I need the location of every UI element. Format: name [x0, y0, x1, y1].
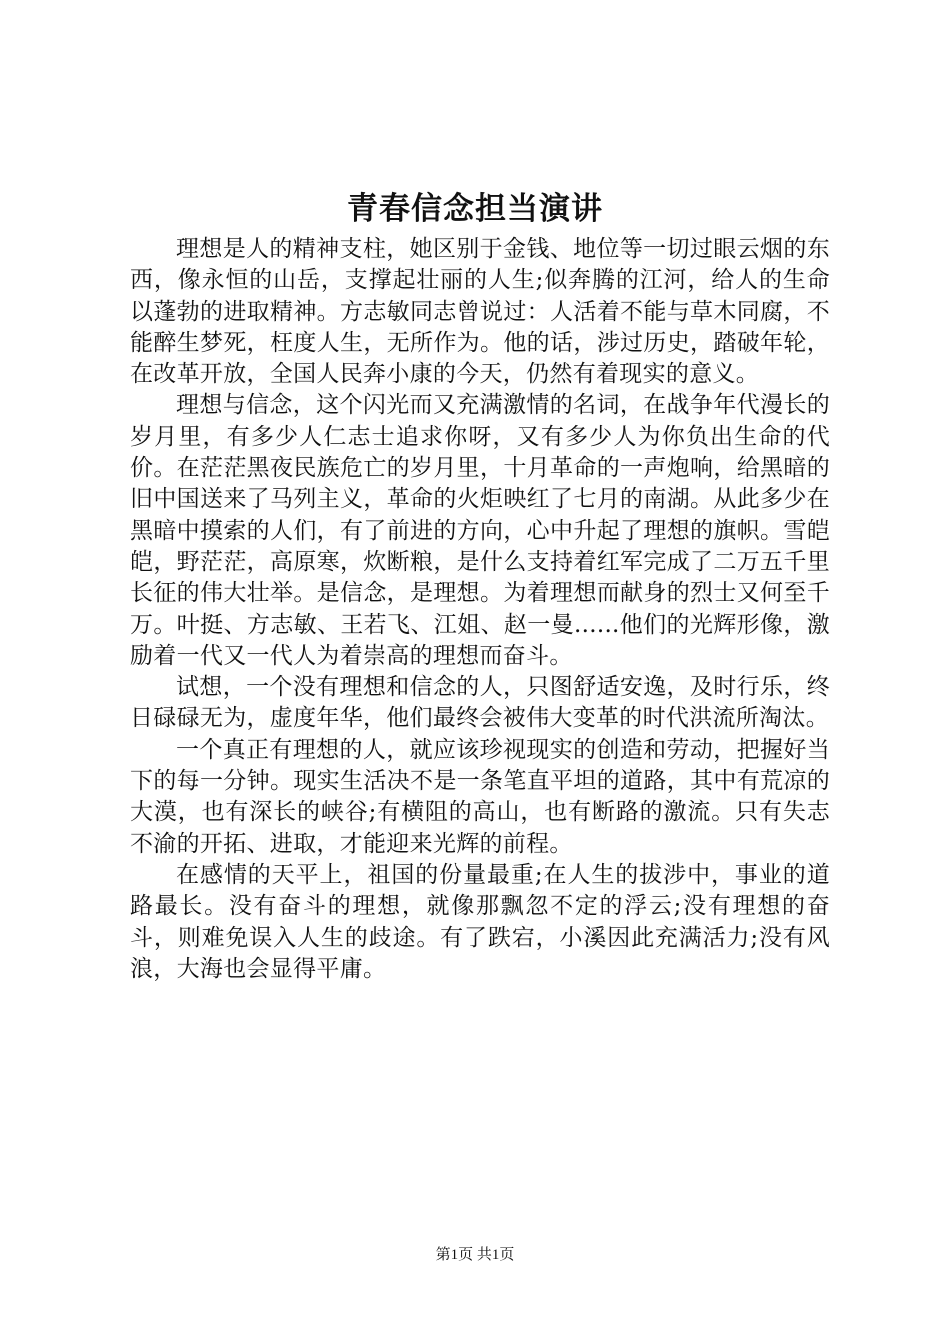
- document-body: [130, 234, 830, 985]
- paragraph: 在感情的天平上，祖国的份量最重;在人生的拔涉中，事业的道路最长。没有奋斗的理想，就像那飘忽不定的浮云;没有理想的奋斗，则难免误入人生的歧途。有了跌宕，小溪因此充满活力;没有风浪，大海也会显得平庸。: [130, 861, 830, 982]
- paragraph: 一个真正有理想的人，就应该珍视现实的创造和劳动，把握好当下的每一分钟。现实生活决不是一条笔直平坦的道路，其中有荒凉的大漠，也有深长的峡谷;有横阻的高山，也有断路的激流。只有失志不渝的开拓、进取，才能迎来光辉的前程。: [130, 736, 830, 857]
- page-title: 青春信念担当演讲: [347, 191, 603, 227]
- paragraph: 试想，一个没有理想和信念的人，只图舒适安逸，及时行乐，终日碌碌无为，虚度年华，他们最终会被伟大变革的时代洪流所淘汰。: [130, 674, 830, 732]
- paragraph: 理想与信念，这个闪光而又充满激情的名词，在战争年代漫长的岁月里，有多少人仁志士追求你呀，又有多少人为你负出生命的代价。在茫茫黑夜民族危亡的岁月里，十月革命的一声炮响，给黑暗的旧中国送来了马列主义，革命的火炬映红了七月的南湖。从此多少在黑暗中摸索的人们，有了前进的方向，心中升起了理想的旗帜。雪皑皑，野茫茫，高原寒，炊断粮，是什么支持着红军完成了二万五千里长征的伟大壮举。是信念，是理想。为着理想而献身的烈士又何至千万。叶挺、方志敏、王若飞、江姐、赵一曼......他们的光辉形像，激励着一代又一代人为着崇高的理想而奋斗。: [130, 392, 830, 669]
- paragraph: 理想是人的精神支柱，她区别于金钱、地位等一切过眼云烟的东西，像永恒的山岳，支撑起壮丽的人生;似奔腾的江河，给人的生命以蓬勃的进取精神。方志敏同志曾说过：人活着不能与草木同腐，不能醉生梦死，枉度人生，无所作为。他的话，涉过历史，踏破年轮，在改革开放，全国人民奔小康的今天，仍然有着现实的意义。: [130, 236, 830, 388]
- page-footer: 第1页 共1页: [435, 1247, 515, 1263]
